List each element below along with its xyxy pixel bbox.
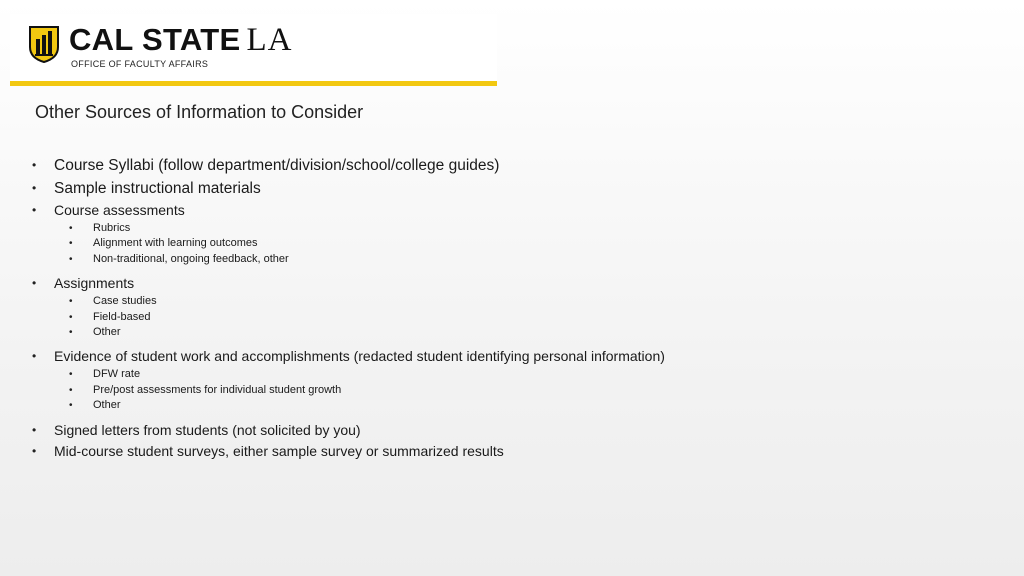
bullet-item [30,420,990,441]
bullet-text: • Sample instructional materials [54,180,261,197]
accent-rule [10,81,497,86]
bullet-text: • Evidence of student work and accomplishments (redacted student identifying personal information) [54,348,665,365]
brand-subtitle: OFFICE OF FACULTY AFFAIRS [71,59,209,69]
bullet-text: • Course Syllabi (follow department/division/school/college guides) [54,157,500,174]
bullet-text: • Assignments [54,275,135,292]
sub-bullet-text: • DFW rate [93,368,141,381]
bullet-item [30,346,990,413]
bullet-item [30,154,990,177]
sub-bullet-item [69,221,990,236]
sub-bullet-item [69,383,990,398]
bullet-text: • Course assessments [54,202,185,218]
bullet-item [30,441,990,462]
sub-bullet-text: • Alignment with learning outcomes [93,237,258,250]
sub-bullet-list [69,221,990,267]
sub-bullet-text: • Case studies [93,295,157,308]
sub-bullet-item [69,310,990,325]
sub-bullet-text: • Rubrics [93,222,131,234]
logo-banner [10,14,497,86]
sub-bullet-text: • Other [93,326,121,339]
sub-bullet-item [69,236,990,251]
sub-bullet-item [69,398,990,413]
sub-bullet-text: • Field-based [93,310,151,323]
sub-bullet-text: • Other [93,399,121,412]
sub-bullet-list [69,294,990,340]
brand-wordmark: CAL STATE LA [69,22,293,58]
sub-bullet-item [69,294,990,309]
slide-title: Other Sources of Information to Consider [35,102,364,122]
sub-bullet-text: • Non-traditional, ongoing feedback, other [93,252,289,265]
sub-bullet-item [69,252,990,267]
bullet-content [30,154,990,462]
sub-bullet-item [69,367,990,382]
bullet-item [30,200,990,267]
bullet-text: • Signed letters from students (not solicited by you) [54,421,361,438]
golden-eagles-shield-icon [27,25,61,63]
bullet-item [30,177,990,200]
bullet-item [30,273,990,340]
sub-bullet-text: • Pre/post assessments for individual student growth [93,383,342,396]
sub-bullet-item [69,325,990,340]
bullet-list [30,154,990,462]
brand-wordmark-la: LA [246,22,293,58]
sub-bullet-list [69,367,990,413]
bullet-text: • Mid-course student surveys, either sample survey or summarized results [54,442,504,459]
